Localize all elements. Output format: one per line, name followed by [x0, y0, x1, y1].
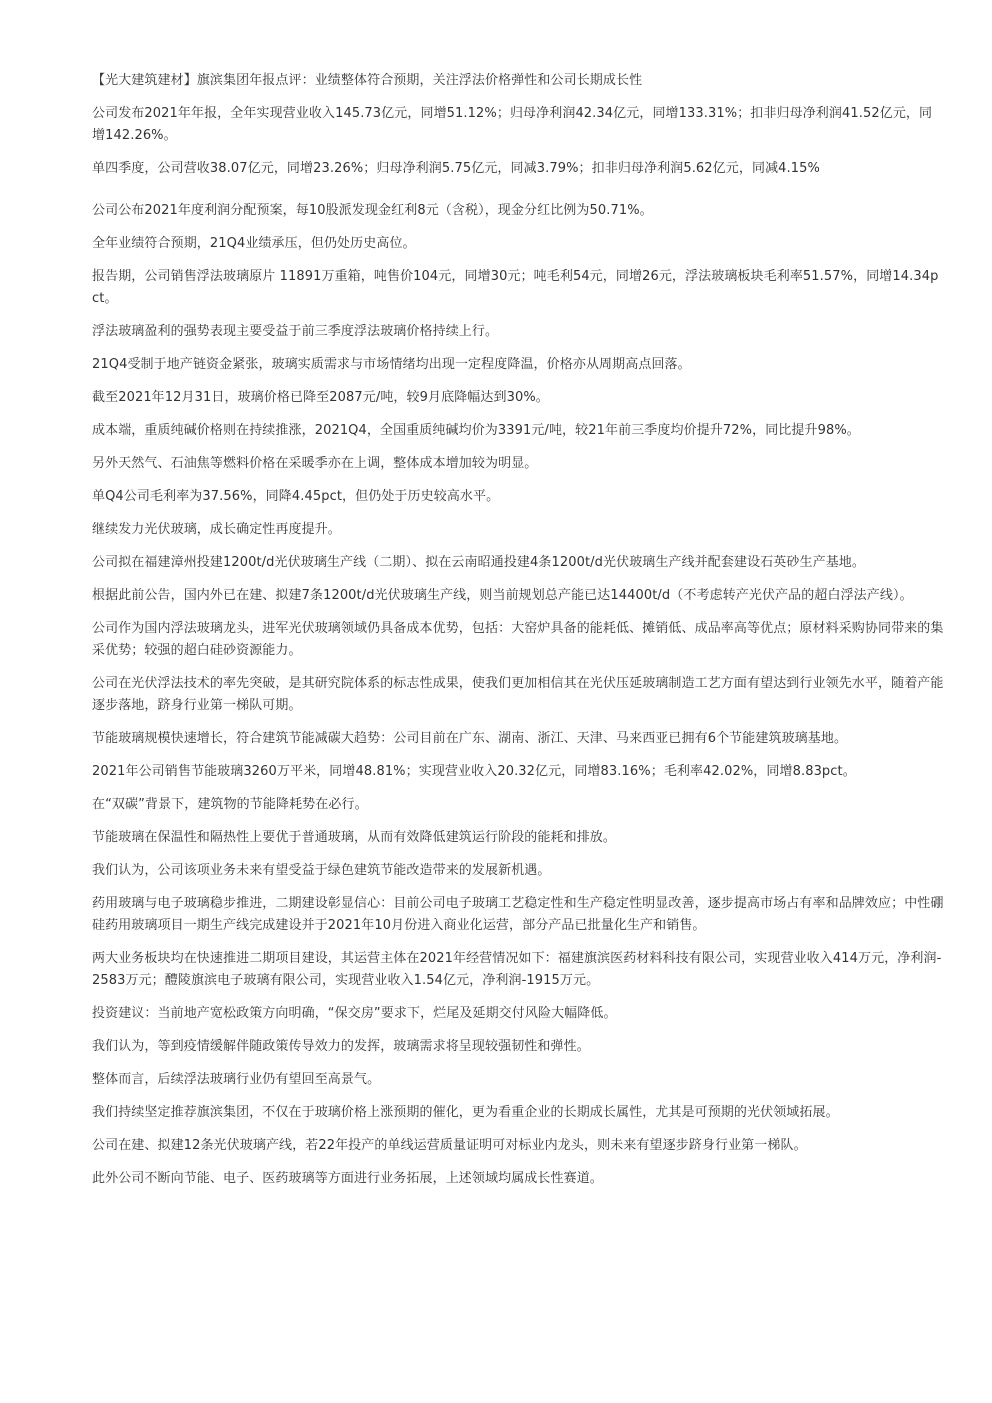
paragraph: 公司作为国内浮法玻璃龙头，进军光伏玻璃领域仍具备成本优势，包括：大窑炉具备的能耗低、摊销低、成品率高等优点；原材料采购协同带来的集采优势；较强的超白硅砂资源能力。 [92, 621, 944, 658]
paragraph: 公司发布2021年年报，全年实现营业收入145.73亿元，同增51.12%；归母净利润42.34亿元，同增133.31%；扣非归母净利润41.52亿元，同增142.26%。 [92, 106, 933, 143]
paragraph: 公司在建、拟建12条光伏玻璃产线，若22年投产的单线运营质量证明可对标业内龙头，则未来有望逐步跻身行业第一梯队。 [92, 1138, 807, 1153]
paragraph: 此外公司不断向节能、电子、医药玻璃等方面进行业务拓展，上述领域均属成长性赛道。 [92, 1171, 603, 1186]
paragraph: 节能玻璃规模快速增长，符合建筑节能减碳大趋势：公司目前在广东、湖南、浙江、天津、马来西亚已拥有6个节能建筑玻璃基地。 [92, 731, 848, 746]
paragraph: 两大业务板块均在快速推进二期项目建设，其运营主体在2021年经营情况如下：福建旗滨医药材料科技有限公司，实现营业收入414万元，净利润-2583万元；醴陵旗滨电子玻璃有限公司，实现营业收入1.54亿元，净利润-1915万元。 [92, 951, 942, 988]
paragraph: 我们认为，等到疫情缓解伴随政策传导效力的发挥，玻璃需求将呈现较强韧性和弹性。 [92, 1039, 590, 1054]
paragraph: 全年业绩符合预期，21Q4业绩承压，但仍处历史高位。 [92, 236, 416, 251]
paragraph: 2021年公司销售节能玻璃3260万平米，同增48.81%；实现营业收入20.32亿元，同增83.16%；毛利率42.02%，同增8.83pct。 [92, 764, 856, 779]
paragraph: 浮法玻璃盈利的强势表现主要受益于前三季度浮法玻璃价格持续上行。 [92, 324, 499, 339]
paragraph: 21Q4受制于地产链资金紧张，玻璃实质需求与市场情绪均出现一定程度降温，价格亦从周期高点回落。 [92, 357, 691, 372]
paragraph: 继续发力光伏玻璃，成长确定性再度提升。 [92, 522, 341, 537]
paragraph: 公司在光伏浮法技术的率先突破，是其研究院体系的标志性成果，使我们更加相信其在光伏压延玻璃制造工艺方面有望达到行业领先水平，随着产能逐步落地，跻身行业第一梯队可期。 [92, 676, 944, 713]
paragraph: 整体而言，后续浮法玻璃行业仍有望回至高景气。 [92, 1072, 381, 1087]
paragraph: 公司公布2021年度利润分配预案，每10股派发现金红利8元（含税），现金分红比例为50.71%。 [92, 203, 653, 218]
article-title: 【光大建筑建材】旗滨集团年报点评：业绩整体符合预期，关注浮法价格弹性和公司长期成长性 [92, 73, 643, 88]
paragraph: 药用玻璃与电子玻璃稳步推进，二期建设彰显信心：目前公司电子玻璃工艺稳定性和生产稳定性明显改善，逐步提高市场占有率和品牌效应；中性硼硅药用玻璃项目一期生产线完成建设并于2021年10月份进入商业化运营，部分产品已批量化生产和销售。 [92, 896, 944, 933]
paragraph: 我们认为，公司该项业务未来有望受益于绿色建筑节能改造带来的发展新机遇。 [92, 863, 551, 878]
article-body [92, 70, 944, 1190]
paragraph: 我们持续坚定推荐旗滨集团，不仅在于玻璃价格上涨预期的催化，更为看重企业的长期成长属性，尤其是可预期的光伏领域拓展。 [92, 1105, 839, 1120]
paragraph: 成本端，重质纯碱价格则在持续推涨，2021Q4，全国重质纯碱均价为3391元/吨，较21年前三季度均价提升72%，同比提升98%。 [92, 423, 860, 438]
paragraph: 在“双碳”背景下，建筑物的节能降耗势在必行。 [92, 797, 368, 812]
paragraph: 报告期，公司销售浮法玻璃原片 11891万重箱，吨售价104元，同增30元；吨毛利54元，同增26元，浮法玻璃板块毛利率51.57%，同增14.34pct。 [92, 269, 939, 306]
paragraph: 单四季度，公司营收38.07亿元，同增23.26%；归母净利润5.75亿元，同减3.79%；扣非归母净利润5.62亿元，同减4.15% [92, 161, 820, 176]
paragraph: 投资建议：当前地产宽松政策方向明确，“保交房”要求下，烂尾及延期交付风险大幅降低。 [92, 1006, 617, 1021]
paragraph: 公司拟在福建漳州投建1200t/d光伏玻璃生产线（二期）、拟在云南昭通投建4条1200t/d光伏玻璃生产线并配套建设石英砂生产基地。 [92, 555, 865, 570]
paragraph: 另外天然气、石油焦等燃料价格在采暖季亦在上调，整体成本增加较为明显。 [92, 456, 538, 471]
paragraph: 截至2021年12月31日，玻璃价格已降至2087元/吨，较9月底降幅达到30%。 [92, 390, 549, 405]
paragraph: 节能玻璃在保温性和隔热性上要优于普通玻璃，从而有效降低建筑运行阶段的能耗和排放。 [92, 830, 617, 845]
paragraph: 单Q4公司毛利率为37.56%，同降4.45pct，但仍处于历史较高水平。 [92, 489, 500, 504]
paragraph: 根据此前公告，国内外已在建、拟建7条1200t/d光伏玻璃生产线，则当前规划总产能已达14400t/d（不考虑转产光伏产品的超白浮法产线）。 [92, 588, 913, 603]
